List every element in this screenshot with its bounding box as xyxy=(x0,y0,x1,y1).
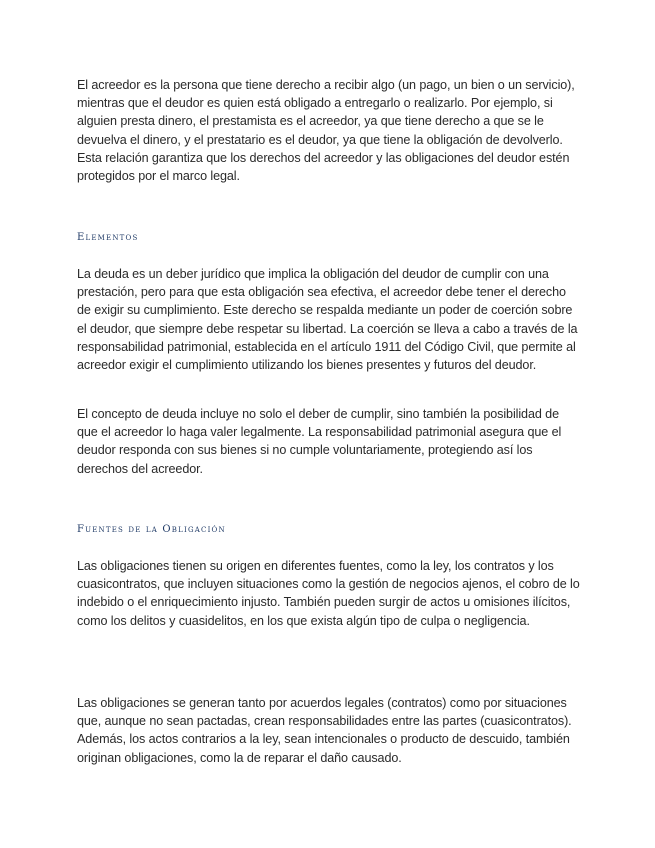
elementos-paragraph-1: La deuda es un deber jurídico que implica la obligación del deudor de cumplir con una prestación, pero para que esta obligación sea efectiva, el acreedor debe tener el derecho de exigir su cumplimiento. Este derecho se respalda mediante un poder de coerción sobre el deudor, que siempre debe respetar su libertad. La coerción se lleva a cabo a través de la responsabilidad patrimonial, establecida en el artículo 1911 del Código Civil, que permite al acreedor exigir el cumplimiento utilizando los bienes presentes y futuros del deudor. xyxy=(77,267,578,373)
fuentes-paragraph-2: Las obligaciones se generan tanto por acuerdos legales (contratos) como por situaciones que, aunque no sean pactadas, crean responsabilidades entre las partes (cuasicontratos). Además, los actos contrarios a la ley, sean intencionales o producto de descuido, también originan obligaciones, como la de reparar el daño causado. xyxy=(77,696,572,765)
fuentes-paragraph-1: Las obligaciones tienen su origen en diferentes fuentes, como la ley, los contratos y los cuasicontratos, que incluyen situaciones como la gestión de negocios ajenos, el cobro de lo indebido o el enriquecimiento injusto. También pueden surgir de actos u omisiones ilícitos, como los delitos y cuasidelitos, en los que exista algún tipo de culpa o negligencia. xyxy=(77,559,580,628)
intro-paragraph: El acreedor es la persona que tiene derecho a recibir algo (un pago, un bien o un servicio), mientras que el deudor es quien está obligado a entregarlo o realizarlo. Por ejemplo, si alguien presta dinero, el prestamista es el acreedor, ya que tiene derecho a que se le devuelva el dinero, y el prestatario es el deudor, ya que tiene la obligación de devolverlo. Esta relación garantiza que los derechos del acreedor y las obligaciones del deudor estén protegidos por el marco legal. xyxy=(77,78,575,184)
section-heading-fuentes: Fuentes de la Obligación xyxy=(77,524,226,535)
section-heading-elementos: Elementos xyxy=(77,232,139,243)
elementos-paragraph-2: El concepto de deuda incluye no solo el deber de cumplir, sino también la posibilidad de que el acreedor lo haga valer legalmente. La responsabilidad patrimonial asegura que el deudor responda con sus bienes si no cumple voluntariamente, protegiendo así los derechos del acreedor. xyxy=(77,407,562,476)
